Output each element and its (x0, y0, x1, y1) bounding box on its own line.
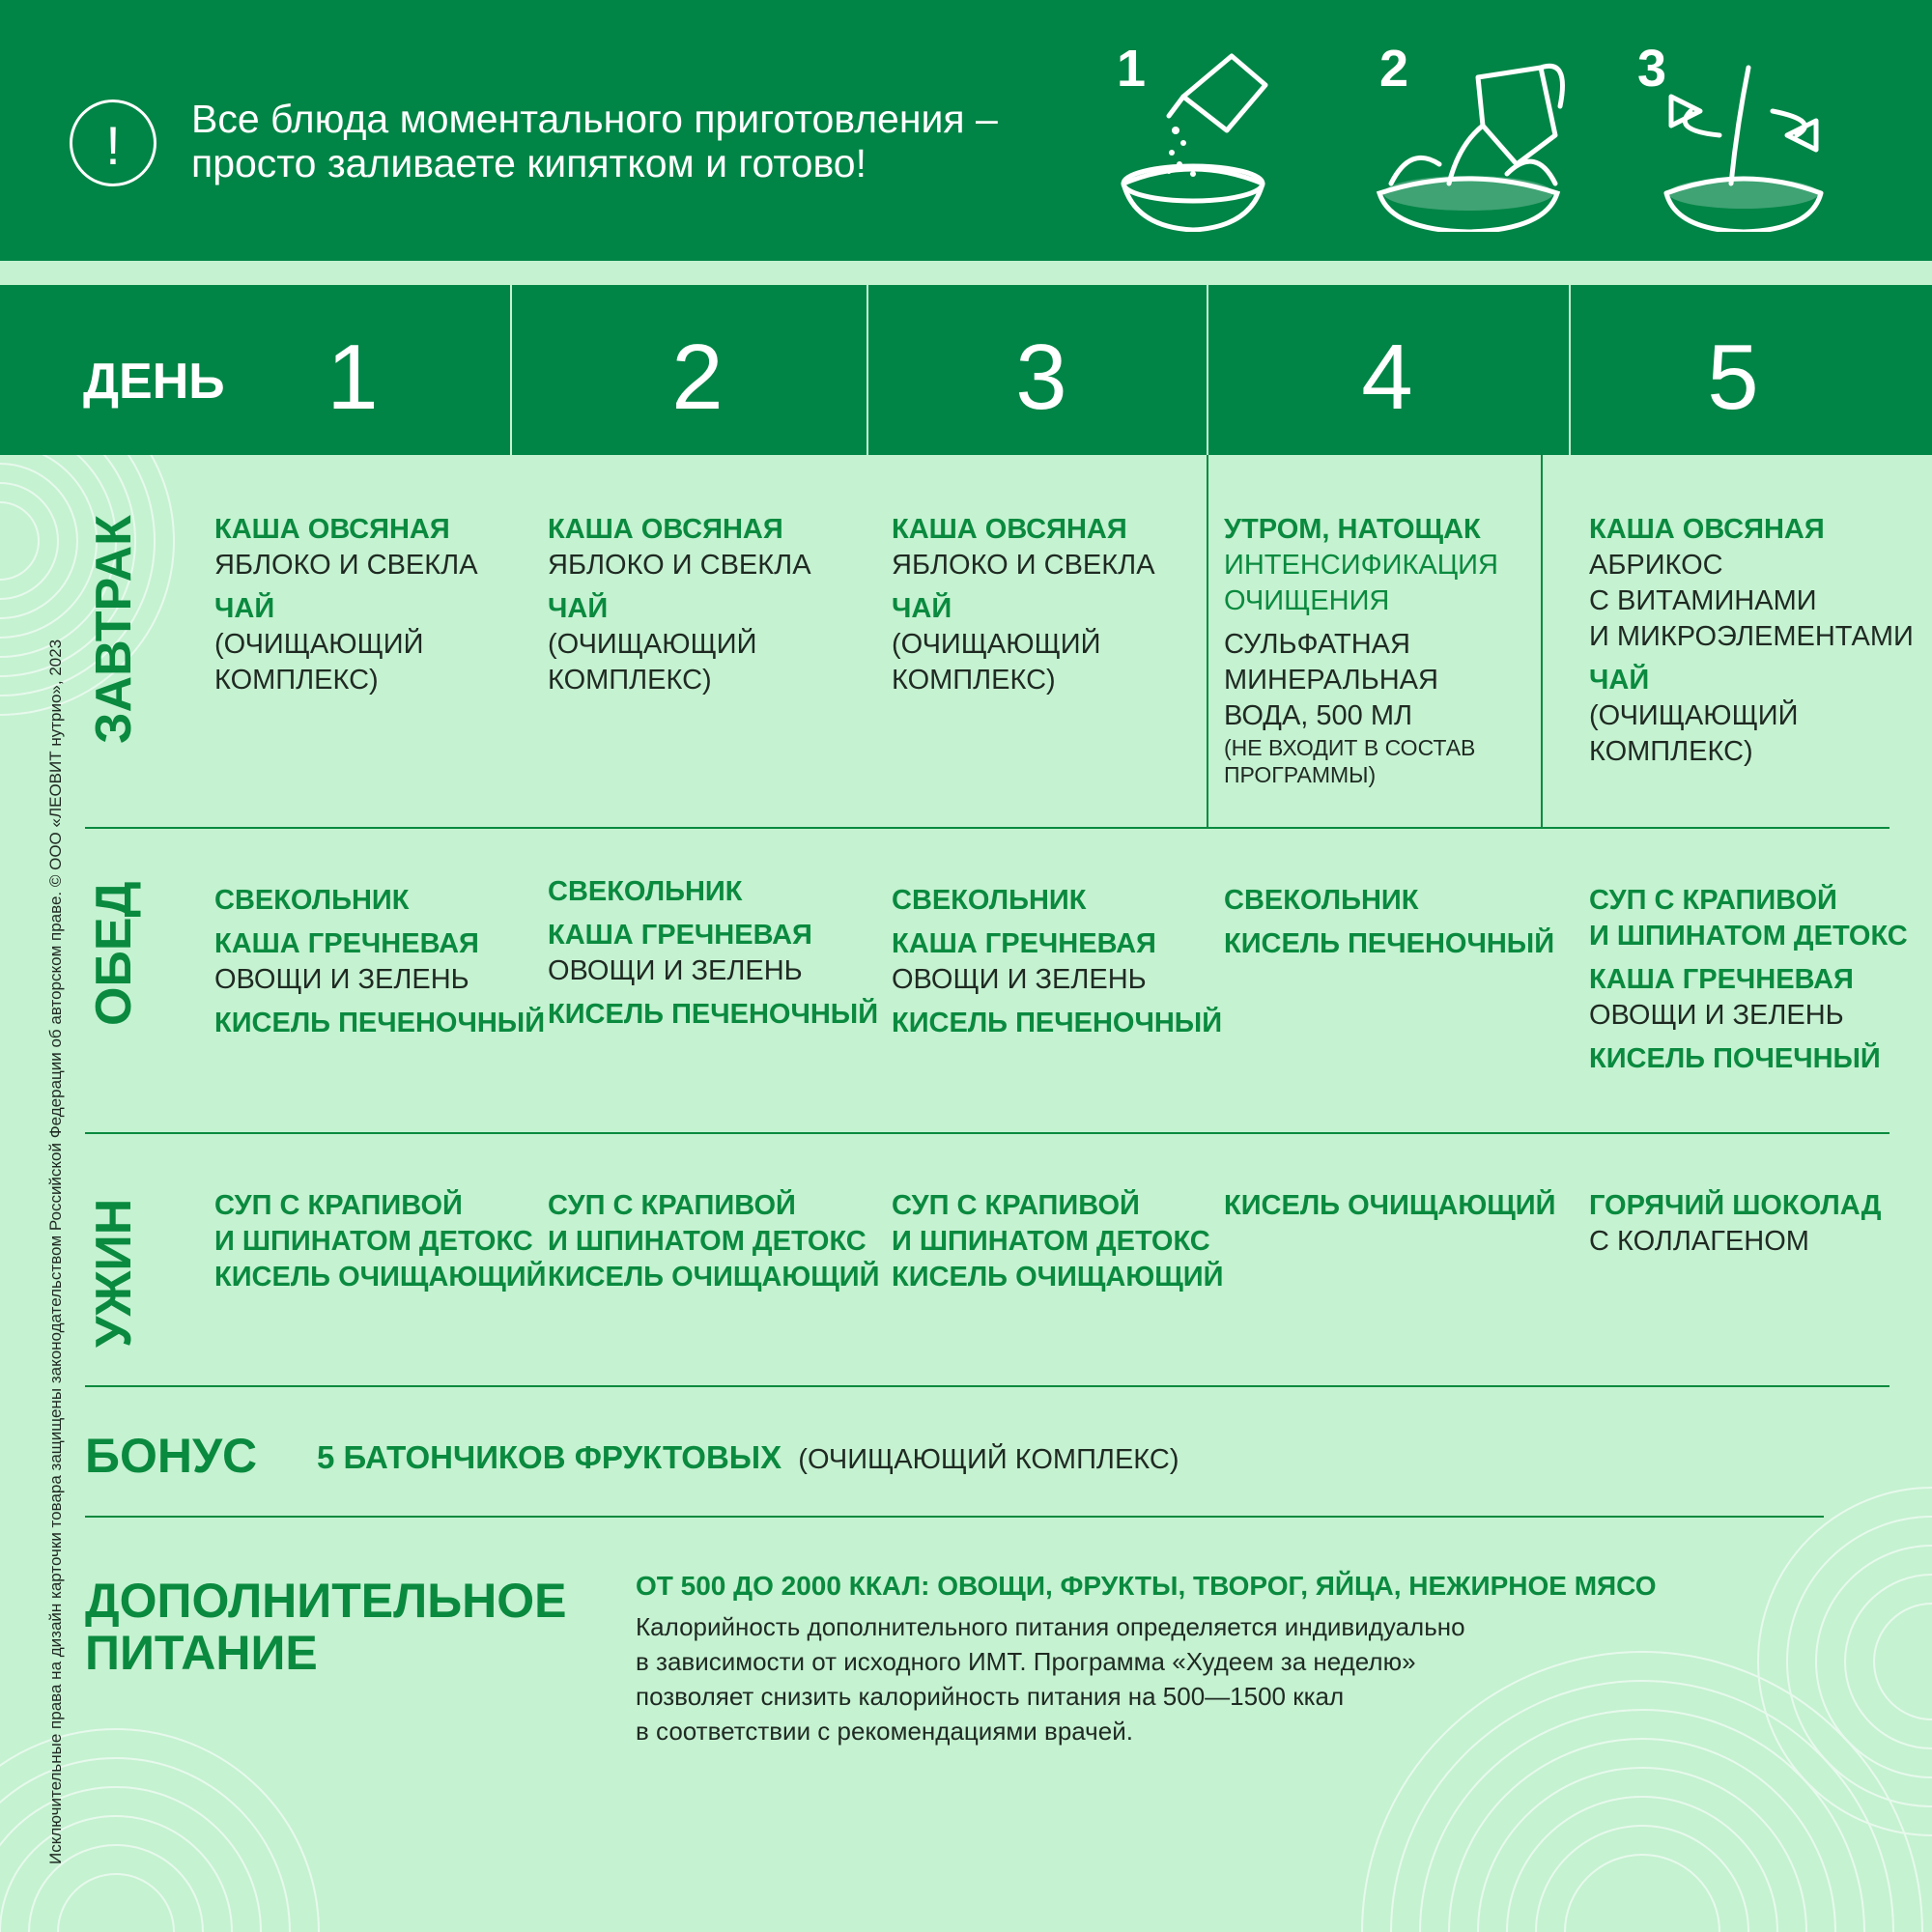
lunch-day-5 (1589, 883, 1908, 1077)
menu-item: КАША ГРЕЧНЕВАЯ (892, 928, 1156, 959)
breakfast-day-3 (892, 512, 1155, 698)
menu-item: АБРИКОС (1589, 550, 1723, 581)
extra-body-line: Калорийность дополнительного питания определяется индивидуально (636, 1612, 1465, 1641)
extra-body-line: позволяет снизить калорийность питания на 500—1500 ккал (636, 1682, 1345, 1711)
day-number-2: 2 (671, 326, 724, 429)
menu-item: ВОДА, 500 МЛ (1224, 700, 1413, 731)
menu-item-note: (ОЧИЩАЮЩИЙ (892, 629, 1101, 660)
lunch-day-1 (214, 883, 545, 1041)
menu-item: СУП С КРАПИВОЙ (214, 1190, 463, 1221)
menu-item: СВЕКОЛЬНИК (1224, 885, 1419, 916)
banner-line-2: просто заливаете кипятком и готово! (191, 141, 867, 185)
menu-item: КИСЕЛЬ ОЧИЩАЮЩИЙ (548, 1262, 880, 1293)
cell-border (1541, 455, 1543, 827)
row-divider (85, 827, 1889, 829)
menu-item: СВЕКОЛЬНИК (892, 885, 1087, 916)
meal-label-dinner: УЖИН (86, 1198, 142, 1348)
bonus-item: 5 БАТОНЧИКОВ ФРУКТОВЫХ (317, 1439, 782, 1475)
menu-item: КАША ГРЕЧНЕВАЯ (548, 920, 812, 951)
day-label: ДЕНЬ (83, 354, 225, 410)
column-separator (1207, 285, 1208, 455)
row-divider (85, 1385, 1889, 1387)
dinner-day-3 (892, 1188, 1224, 1295)
menu-item: С ВИТАМИНАМИ (1589, 585, 1817, 616)
menu-item: КАША ГРЕЧНЕВАЯ (1589, 964, 1854, 995)
menu-item: И ШПИНАТОМ ДЕТОКС (892, 1226, 1210, 1257)
menu-item: КИСЕЛЬ ПЕЧЕНОЧНЫЙ (892, 1008, 1223, 1038)
menu-item-note: (ОЧИЩАЮЩИЙ (1589, 700, 1799, 731)
menu-item: КАША ОВСЯНАЯ (548, 514, 783, 545)
menu-item: КИСЕЛЬ ПОЧЕЧНЫЙ (1589, 1043, 1881, 1074)
menu-item: СВЕКОЛЬНИК (548, 876, 743, 907)
menu-item: ИНТЕНСИФИКАЦИЯ (1224, 550, 1498, 581)
bonus-note: (ОЧИЩАЮЩИЙ КОМПЛЕКС) (798, 1444, 1179, 1475)
menu-item: КАША ОВСЯНАЯ (214, 514, 450, 545)
menu-item: СУП С КРАПИВОЙ (892, 1190, 1140, 1221)
menu-item: СУЛЬФАТНАЯ (1224, 629, 1410, 660)
extra-nutrition-headline: ОТ 500 ДО 2000 ККАЛ: ОВОЩИ, ФРУКТЫ, ТВОРОГ, ЯЙЦА, НЕЖИРНОЕ МЯСО (636, 1571, 1657, 1601)
column-separator (867, 285, 868, 455)
menu-item-footnote: (НЕ ВХОДИТ В СОСТАВ (1224, 735, 1476, 760)
menu-item-note: КОМПЛЕКС) (1589, 736, 1753, 767)
banner-message (191, 97, 1061, 185)
bonus-description (317, 1439, 1179, 1476)
menu-item: ОВОЩИ И ЗЕЛЕНЬ (548, 955, 803, 986)
menu-item: КИСЕЛЬ ПЕЧЕНОЧНЫЙ (548, 999, 879, 1030)
menu-item: КИСЕЛЬ ОЧИЩАЮЩИЙ (1224, 1190, 1556, 1221)
meal-label-lunch: ОБЕД (86, 881, 142, 1026)
menu-item-note: КОМПЛЕКС) (548, 665, 712, 696)
pour-water-icon (1372, 39, 1575, 232)
menu-item: УТРОМ, НАТОЩАК (1224, 514, 1481, 545)
menu-item: СУП С КРАПИВОЙ (548, 1190, 796, 1221)
breakfast-day-1 (214, 512, 478, 698)
menu-item: С КОЛЛАГЕНОМ (1589, 1226, 1809, 1257)
menu-item: КИСЕЛЬ ПЕЧЕНОЧНЫЙ (214, 1008, 546, 1038)
extra-nutrition-body (636, 1609, 1465, 1748)
menu-item: ЯБЛОКО И СВЕКЛА (214, 550, 478, 581)
menu-item: ЧАЙ (214, 593, 275, 624)
menu-item: ЧАЙ (892, 593, 952, 624)
dinner-day-4 (1224, 1188, 1556, 1224)
menu-item: И ШПИНАТОМ ДЕТОКС (214, 1226, 533, 1257)
menu-item: КИСЕЛЬ ОЧИЩАЮЩИЙ (214, 1262, 547, 1293)
lunch-day-3 (892, 883, 1222, 1041)
extra-body-line: в зависимости от исходного ИМТ. Программа «Худеем за неделю» (636, 1647, 1416, 1676)
stir-icon (1662, 39, 1826, 232)
cell-border (1207, 455, 1208, 827)
day-number-3: 3 (1015, 326, 1067, 429)
menu-item: КАША ГРЕЧНЕВАЯ (214, 928, 479, 959)
menu-item: ОВОЩИ И ЗЕЛЕНЬ (214, 964, 469, 995)
breakfast-day-5 (1589, 512, 1914, 770)
menu-item: И ШПИНАТОМ ДЕТОКС (1589, 921, 1908, 952)
menu-item: КИСЕЛЬ ОЧИЩАЮЩИЙ (892, 1262, 1224, 1293)
banner-line-1: Все блюда моментального приготовления – (191, 97, 998, 141)
menu-item: СВЕКОЛЬНИК (214, 885, 410, 916)
day-header-row (0, 285, 1932, 455)
meal-label-breakfast: ЗАВТРАК (86, 515, 142, 744)
menu-item-note: (ОЧИЩАЮЩИЙ (214, 629, 424, 660)
menu-item: ЧАЙ (548, 593, 609, 624)
lunch-day-2 (548, 874, 878, 1033)
pour-powder-icon (1116, 39, 1270, 232)
extra-title-line-1: ДОПОЛНИТЕЛЬНОЕ (85, 1574, 567, 1628)
menu-item: ОВОЩИ И ЗЕЛЕНЬ (1589, 1000, 1844, 1031)
step-number-2: 2 (1379, 40, 1409, 98)
menu-item: ОЧИЩЕНИЯ (1224, 585, 1390, 616)
menu-item: И ШПИНАТОМ ДЕТОКС (548, 1226, 867, 1257)
menu-item: ЯБЛОКО И СВЕКЛА (892, 550, 1155, 581)
dinner-day-1 (214, 1188, 547, 1295)
extra-body-line: в соответствии с рекомендациями врачей. (636, 1717, 1133, 1746)
breakfast-day-4 (1224, 512, 1498, 788)
column-separator (1569, 285, 1571, 455)
extra-title-line-2: ПИТАНИЕ (85, 1626, 318, 1680)
menu-item-note: КОМПЛЕКС) (892, 665, 1056, 696)
menu-item: СУП С КРАПИВОЙ (1589, 885, 1837, 916)
menu-item: МИНЕРАЛЬНАЯ (1224, 665, 1438, 696)
menu-item: ЯБЛОКО И СВЕКЛА (548, 550, 811, 581)
day-number-5: 5 (1707, 326, 1759, 429)
menu-item: ЧАЙ (1589, 665, 1650, 696)
exclamation-icon: ! (70, 99, 156, 186)
lunch-day-4 (1224, 883, 1554, 962)
menu-item: И МИКРОЭЛЕМЕНТАМИ (1589, 621, 1914, 652)
column-separator (510, 285, 512, 455)
bonus-label: БОНУС (85, 1429, 258, 1483)
day-number-1: 1 (327, 326, 379, 429)
step-number-1: 1 (1117, 40, 1147, 98)
copyright-notice: Исключительные права на дизайн карточки товара защищены законодательством Российской Федерации об авторском праве. © ООО «ЛЕОВИТ нутрио», 2023 (46, 639, 65, 1864)
breakfast-day-2 (548, 512, 811, 698)
menu-item-footnote: ПРОГРАММЫ) (1224, 762, 1377, 787)
dinner-day-2 (548, 1188, 880, 1295)
menu-item-note: КОМПЛЕКС) (214, 665, 379, 696)
extra-nutrition-title (85, 1575, 567, 1679)
menu-item: КИСЕЛЬ ПЕЧЕНОЧНЫЙ (1224, 928, 1555, 959)
menu-item: ГОРЯЧИЙ ШОКОЛАД (1589, 1190, 1882, 1221)
row-divider (85, 1132, 1889, 1134)
menu-item: КАША ОВСЯНАЯ (892, 514, 1127, 545)
row-divider (85, 1516, 1824, 1518)
menu-item: ОВОЩИ И ЗЕЛЕНЬ (892, 964, 1147, 995)
step-number-3: 3 (1637, 40, 1667, 98)
day-number-4: 4 (1361, 326, 1413, 429)
dinner-day-5 (1589, 1188, 1881, 1260)
menu-item-note: (ОЧИЩАЮЩИЙ (548, 629, 757, 660)
menu-item: КАША ОВСЯНАЯ (1589, 514, 1825, 545)
